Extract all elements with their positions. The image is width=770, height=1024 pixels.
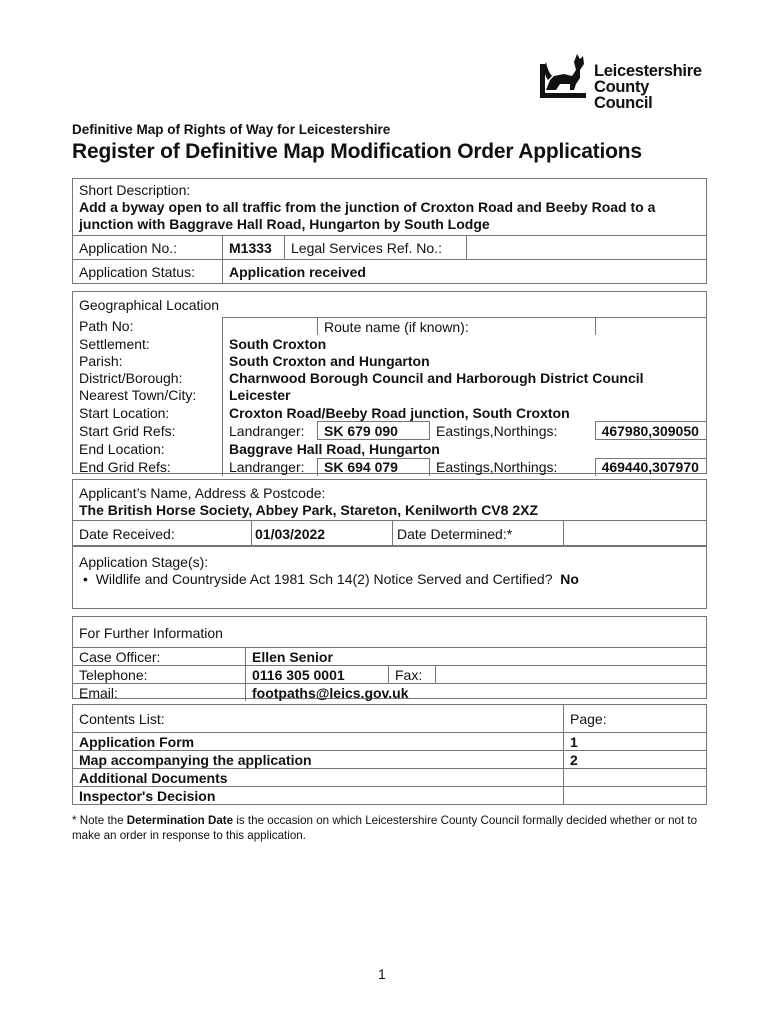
start-location-label: Start Location: bbox=[73, 404, 223, 422]
date-determined-divider bbox=[563, 521, 564, 547]
status-label: Application Status: bbox=[73, 260, 223, 284]
start-grid-label: Start Grid Refs: bbox=[73, 422, 223, 440]
fox-emblem-icon bbox=[540, 50, 588, 98]
logo-line-1: Leicestershire bbox=[594, 62, 702, 80]
applicant-label: Applicant’s Name, Address & Postcode: bbox=[79, 485, 326, 501]
stages-label: Application Stage(s): bbox=[79, 554, 209, 570]
route-name-label: Route name (if known): bbox=[318, 318, 596, 336]
contents-item-0-page: 1 bbox=[564, 733, 707, 751]
further-information-section bbox=[72, 616, 707, 699]
application-no-value: M1333 bbox=[223, 236, 285, 260]
dates-row bbox=[73, 520, 706, 547]
officer-label: Case Officer: bbox=[73, 648, 246, 666]
document-title: Register of Definitive Map Modification Order Applications bbox=[72, 140, 642, 163]
path-no-value bbox=[223, 318, 318, 336]
legal-ref-label: Legal Services Ref. No.: bbox=[285, 236, 467, 260]
start-location-value: Croxton Road/Beeby Road junction, South Croxton bbox=[229, 404, 570, 421]
path-no-label: Path No: bbox=[73, 318, 223, 336]
contents-item-0-name: Application Form bbox=[73, 733, 564, 751]
applicant-value: The British Horse Society, Abbey Park, Stareton, Kenilworth CV8 2XZ bbox=[79, 502, 538, 518]
fax-value bbox=[436, 666, 707, 684]
parish-label: Parish: bbox=[73, 352, 223, 369]
logo-line-2: County Council bbox=[594, 78, 653, 112]
district-label: District/Borough: bbox=[73, 370, 223, 387]
end-grid-label: End Grid Refs: bbox=[73, 458, 223, 476]
contents-label: Contents List: bbox=[73, 705, 564, 733]
page-number: 1 bbox=[378, 966, 386, 982]
town-value: Leicester bbox=[229, 387, 291, 404]
legal-ref-value bbox=[467, 236, 707, 260]
contents-list-table bbox=[72, 704, 707, 805]
start-landranger-value: SK 679 090 bbox=[318, 422, 430, 440]
start-en-label: Eastings,Northings: bbox=[436, 422, 558, 439]
start-landranger-label: Landranger: bbox=[229, 422, 305, 439]
contents-item-3-name: Inspector's Decision bbox=[73, 787, 564, 805]
note-rest: is the occasion on which Leicestershire County Council formally decided whether or not to make an order in response to this application. bbox=[72, 814, 698, 842]
council-logo bbox=[540, 50, 710, 112]
end-landranger-label: Landranger: bbox=[229, 458, 305, 475]
telephone-label: Telephone: bbox=[73, 666, 246, 684]
end-landranger-value: SK 694 079 bbox=[318, 458, 430, 476]
further-info-table bbox=[73, 647, 706, 701]
settlement-value: South Croxton bbox=[229, 335, 327, 352]
bullet-icon: • bbox=[83, 571, 88, 587]
district-value: Charnwood Borough Council and Harborough District Council bbox=[229, 370, 644, 387]
short-description-label: Short Description: bbox=[79, 182, 191, 198]
email-value: footpaths@leics.gov.uk bbox=[246, 684, 707, 702]
date-determined-label: Date Determined:* bbox=[397, 526, 513, 542]
note-term: Determination Date bbox=[126, 814, 234, 827]
stage-item bbox=[83, 571, 579, 587]
contents-item-2-name: Additional Documents bbox=[73, 769, 564, 787]
short-description-cell bbox=[73, 179, 707, 236]
contents-page-label: Page: bbox=[564, 705, 707, 733]
geo-heading: Geographical Location bbox=[79, 297, 220, 313]
start-en-value: 467980,309050 bbox=[595, 422, 706, 440]
route-name-value bbox=[595, 318, 706, 336]
stage-item-answer: No bbox=[560, 571, 579, 587]
fax-label: Fax: bbox=[389, 666, 436, 684]
document-subtitle: Definitive Map of Rights of Way for Leicestershire bbox=[72, 122, 391, 137]
email-label: Email: bbox=[73, 684, 246, 702]
stage-item-text: Wildlife and Countryside Act 1981 Sch 14(2) Notice Served and Certified? bbox=[95, 571, 553, 587]
determination-date-note bbox=[72, 813, 702, 843]
date-received-label: Date Received: bbox=[79, 526, 175, 542]
telephone-value: 0116 305 0001 bbox=[246, 666, 389, 684]
settlement-label: Settlement: bbox=[73, 335, 223, 352]
officer-value: Ellen Senior bbox=[246, 648, 707, 666]
applicant-section bbox=[72, 479, 707, 546]
contents-item-1-name: Map accompanying the application bbox=[73, 751, 564, 769]
date-received-value: 01/03/2022 bbox=[255, 526, 326, 542]
application-no-label: Application No.: bbox=[73, 236, 223, 260]
town-label: Nearest Town/City: bbox=[73, 387, 223, 404]
application-stages-section bbox=[72, 546, 707, 609]
note-prefix: * Note the bbox=[72, 814, 127, 827]
further-heading: For Further Information bbox=[79, 625, 223, 641]
application-summary-table bbox=[72, 178, 707, 284]
contents-item-1-page: 2 bbox=[564, 751, 707, 769]
end-en-value: 469440,307970 bbox=[595, 458, 706, 476]
status-value: Application received bbox=[223, 260, 707, 284]
end-location-value: Baggrave Hall Road, Hungarton bbox=[229, 440, 440, 457]
geo-table bbox=[73, 317, 706, 476]
end-en-label: Eastings,Northings: bbox=[436, 458, 558, 475]
short-description-value: Add a byway open to all traffic from the junction of Croxton Road and Beeby Road to a junction with Baggrave Hall Road, Hungarton by South Lodge bbox=[79, 199, 656, 232]
contents-item-3-page bbox=[564, 787, 707, 805]
geographical-location-section bbox=[72, 291, 707, 474]
parish-value: South Croxton and Hungarton bbox=[229, 352, 430, 369]
contents-item-2-page bbox=[564, 769, 707, 787]
end-location-label: End Location: bbox=[73, 440, 223, 458]
